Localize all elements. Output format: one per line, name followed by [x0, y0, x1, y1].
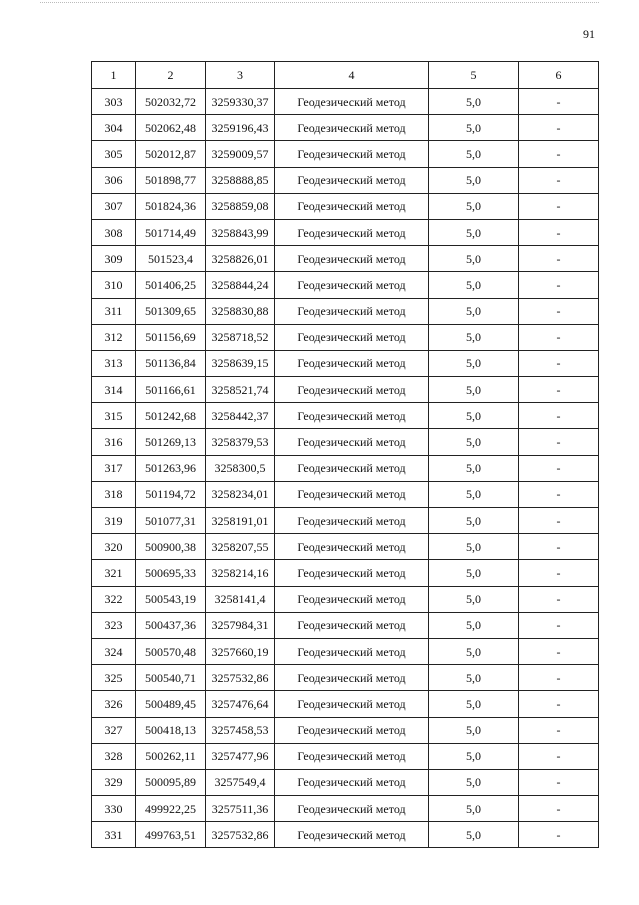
point-number-cell: 303	[92, 89, 136, 115]
point-number-cell: 307	[92, 193, 136, 219]
x-coordinate-cell: 501166,61	[136, 377, 206, 403]
table-row	[92, 272, 599, 298]
point-number-cell: 310	[92, 272, 136, 298]
point-number-cell: 308	[92, 219, 136, 245]
accuracy-cell: 5,0	[429, 665, 519, 691]
point-number-cell: 316	[92, 429, 136, 455]
point-number-cell: 304	[92, 115, 136, 141]
point-number-cell: 328	[92, 743, 136, 769]
accuracy-cell: 5,0	[429, 612, 519, 638]
x-coordinate-cell: 500437,36	[136, 612, 206, 638]
table-row	[92, 769, 599, 795]
note-cell: -	[519, 115, 599, 141]
table-row	[92, 612, 599, 638]
x-coordinate-cell: 501523,4	[136, 246, 206, 272]
y-coordinate-cell: 3257532,86	[206, 665, 275, 691]
method-cell: Геодезический метод	[275, 796, 429, 822]
method-cell: Геодезический метод	[275, 89, 429, 115]
note-cell: -	[519, 377, 599, 403]
point-number-cell: 324	[92, 638, 136, 664]
note-cell: -	[519, 167, 599, 193]
table-row	[92, 508, 599, 534]
method-cell: Геодезический метод	[275, 429, 429, 455]
method-cell: Геодезический метод	[275, 377, 429, 403]
x-coordinate-cell: 501077,31	[136, 508, 206, 534]
point-number-cell: 311	[92, 298, 136, 324]
accuracy-cell: 5,0	[429, 246, 519, 272]
table-body	[92, 89, 599, 848]
table-row	[92, 717, 599, 743]
table-row	[92, 455, 599, 481]
table-row	[92, 350, 599, 376]
x-coordinate-cell: 501269,13	[136, 429, 206, 455]
accuracy-cell: 5,0	[429, 638, 519, 664]
accuracy-cell: 5,0	[429, 560, 519, 586]
x-coordinate-cell: 502062,48	[136, 115, 206, 141]
point-number-cell: 327	[92, 717, 136, 743]
note-cell: -	[519, 717, 599, 743]
y-coordinate-cell: 3258826,01	[206, 246, 275, 272]
method-cell: Геодезический метод	[275, 455, 429, 481]
point-number-cell: 330	[92, 796, 136, 822]
y-coordinate-cell: 3259196,43	[206, 115, 275, 141]
table-row	[92, 560, 599, 586]
x-coordinate-cell: 500695,33	[136, 560, 206, 586]
y-coordinate-cell: 3257458,53	[206, 717, 275, 743]
accuracy-cell: 5,0	[429, 324, 519, 350]
point-number-cell: 323	[92, 612, 136, 638]
y-coordinate-cell: 3258207,55	[206, 534, 275, 560]
table-row	[92, 691, 599, 717]
y-coordinate-cell: 3258141,4	[206, 586, 275, 612]
table-row	[92, 665, 599, 691]
method-cell: Геодезический метод	[275, 272, 429, 298]
method-cell: Геодезический метод	[275, 219, 429, 245]
note-cell: -	[519, 481, 599, 507]
y-coordinate-cell: 3258234,01	[206, 481, 275, 507]
point-number-cell: 321	[92, 560, 136, 586]
table-row	[92, 481, 599, 507]
method-cell: Геодезический метод	[275, 586, 429, 612]
table-row	[92, 219, 599, 245]
note-cell: -	[519, 796, 599, 822]
table-row	[92, 193, 599, 219]
x-coordinate-cell: 501898,77	[136, 167, 206, 193]
table-row	[92, 167, 599, 193]
note-cell: -	[519, 743, 599, 769]
page-number: 91	[583, 27, 595, 41]
method-cell: Геодезический метод	[275, 141, 429, 167]
accuracy-cell: 5,0	[429, 534, 519, 560]
y-coordinate-cell: 3257477,96	[206, 743, 275, 769]
y-coordinate-cell: 3258844,24	[206, 272, 275, 298]
accuracy-cell: 5,0	[429, 219, 519, 245]
column-header: 5	[429, 62, 519, 89]
accuracy-cell: 5,0	[429, 167, 519, 193]
x-coordinate-cell: 501263,96	[136, 455, 206, 481]
point-number-cell: 320	[92, 534, 136, 560]
table-row	[92, 822, 599, 848]
accuracy-cell: 5,0	[429, 586, 519, 612]
table-row	[92, 638, 599, 664]
note-cell: -	[519, 298, 599, 324]
y-coordinate-cell: 3258191,01	[206, 508, 275, 534]
accuracy-cell: 5,0	[429, 89, 519, 115]
y-coordinate-cell: 3258859,08	[206, 193, 275, 219]
accuracy-cell: 5,0	[429, 508, 519, 534]
method-cell: Геодезический метод	[275, 481, 429, 507]
x-coordinate-cell: 501194,72	[136, 481, 206, 507]
point-number-cell: 331	[92, 822, 136, 848]
note-cell: -	[519, 638, 599, 664]
point-number-cell: 314	[92, 377, 136, 403]
table-header	[92, 62, 599, 89]
accuracy-cell: 5,0	[429, 377, 519, 403]
x-coordinate-cell: 500095,89	[136, 769, 206, 795]
y-coordinate-cell: 3258888,85	[206, 167, 275, 193]
column-header: 3	[206, 62, 275, 89]
note-cell: -	[519, 508, 599, 534]
accuracy-cell: 5,0	[429, 743, 519, 769]
x-coordinate-cell: 501406,25	[136, 272, 206, 298]
x-coordinate-cell: 500489,45	[136, 691, 206, 717]
x-coordinate-cell: 499922,25	[136, 796, 206, 822]
note-cell: -	[519, 403, 599, 429]
method-cell: Геодезический метод	[275, 612, 429, 638]
top-scan-edge	[40, 2, 599, 4]
point-number-cell: 322	[92, 586, 136, 612]
method-cell: Геодезический метод	[275, 403, 429, 429]
accuracy-cell: 5,0	[429, 796, 519, 822]
method-cell: Геодезический метод	[275, 665, 429, 691]
x-coordinate-cell: 502032,72	[136, 89, 206, 115]
accuracy-cell: 5,0	[429, 193, 519, 219]
point-number-cell: 309	[92, 246, 136, 272]
note-cell: -	[519, 272, 599, 298]
y-coordinate-cell: 3259330,37	[206, 89, 275, 115]
accuracy-cell: 5,0	[429, 115, 519, 141]
point-number-cell: 325	[92, 665, 136, 691]
accuracy-cell: 5,0	[429, 141, 519, 167]
x-coordinate-cell: 501242,68	[136, 403, 206, 429]
method-cell: Геодезический метод	[275, 508, 429, 534]
note-cell: -	[519, 612, 599, 638]
note-cell: -	[519, 455, 599, 481]
point-number-cell: 317	[92, 455, 136, 481]
note-cell: -	[519, 691, 599, 717]
y-coordinate-cell: 3257532,86	[206, 822, 275, 848]
x-coordinate-cell: 500543,19	[136, 586, 206, 612]
y-coordinate-cell: 3258830,88	[206, 298, 275, 324]
note-cell: -	[519, 665, 599, 691]
note-cell: -	[519, 560, 599, 586]
x-coordinate-cell: 499763,51	[136, 822, 206, 848]
note-cell: -	[519, 534, 599, 560]
note-cell: -	[519, 586, 599, 612]
method-cell: Геодезический метод	[275, 298, 429, 324]
method-cell: Геодезический метод	[275, 350, 429, 376]
coordinates-table	[91, 61, 599, 848]
note-cell: -	[519, 324, 599, 350]
accuracy-cell: 5,0	[429, 481, 519, 507]
method-cell: Геодезический метод	[275, 822, 429, 848]
y-coordinate-cell: 3258300,5	[206, 455, 275, 481]
accuracy-cell: 5,0	[429, 429, 519, 455]
point-number-cell: 306	[92, 167, 136, 193]
header-row	[92, 62, 599, 89]
method-cell: Геодезический метод	[275, 193, 429, 219]
note-cell: -	[519, 141, 599, 167]
y-coordinate-cell: 3258639,15	[206, 350, 275, 376]
y-coordinate-cell: 3258442,37	[206, 403, 275, 429]
x-coordinate-cell: 502012,87	[136, 141, 206, 167]
x-coordinate-cell: 501156,69	[136, 324, 206, 350]
table-row	[92, 534, 599, 560]
point-number-cell: 329	[92, 769, 136, 795]
method-cell: Геодезический метод	[275, 324, 429, 350]
accuracy-cell: 5,0	[429, 822, 519, 848]
table-row	[92, 377, 599, 403]
table-row	[92, 796, 599, 822]
x-coordinate-cell: 500900,38	[136, 534, 206, 560]
point-number-cell: 318	[92, 481, 136, 507]
accuracy-cell: 5,0	[429, 769, 519, 795]
point-number-cell: 319	[92, 508, 136, 534]
note-cell: -	[519, 246, 599, 272]
y-coordinate-cell: 3257549,4	[206, 769, 275, 795]
y-coordinate-cell: 3258379,53	[206, 429, 275, 455]
accuracy-cell: 5,0	[429, 691, 519, 717]
point-number-cell: 315	[92, 403, 136, 429]
accuracy-cell: 5,0	[429, 298, 519, 324]
x-coordinate-cell: 500262,11	[136, 743, 206, 769]
y-coordinate-cell: 3258214,16	[206, 560, 275, 586]
method-cell: Геодезический метод	[275, 743, 429, 769]
y-coordinate-cell: 3258718,52	[206, 324, 275, 350]
x-coordinate-cell: 500540,71	[136, 665, 206, 691]
note-cell: -	[519, 769, 599, 795]
y-coordinate-cell: 3257984,31	[206, 612, 275, 638]
table-row	[92, 89, 599, 115]
column-header: 2	[136, 62, 206, 89]
table-row	[92, 115, 599, 141]
point-number-cell: 326	[92, 691, 136, 717]
note-cell: -	[519, 193, 599, 219]
x-coordinate-cell: 501824,36	[136, 193, 206, 219]
accuracy-cell: 5,0	[429, 717, 519, 743]
y-coordinate-cell: 3258521,74	[206, 377, 275, 403]
x-coordinate-cell: 500570,48	[136, 638, 206, 664]
table-row	[92, 324, 599, 350]
note-cell: -	[519, 219, 599, 245]
y-coordinate-cell: 3259009,57	[206, 141, 275, 167]
table-row	[92, 429, 599, 455]
method-cell: Геодезический метод	[275, 115, 429, 141]
note-cell: -	[519, 822, 599, 848]
y-coordinate-cell: 3257660,19	[206, 638, 275, 664]
table-row	[92, 141, 599, 167]
method-cell: Геодезический метод	[275, 534, 429, 560]
table-row	[92, 298, 599, 324]
note-cell: -	[519, 429, 599, 455]
accuracy-cell: 5,0	[429, 455, 519, 481]
point-number-cell: 313	[92, 350, 136, 376]
method-cell: Геодезический метод	[275, 246, 429, 272]
column-header: 4	[275, 62, 429, 89]
x-coordinate-cell: 500418,13	[136, 717, 206, 743]
y-coordinate-cell: 3258843,99	[206, 219, 275, 245]
x-coordinate-cell: 501136,84	[136, 350, 206, 376]
point-number-cell: 305	[92, 141, 136, 167]
method-cell: Геодезический метод	[275, 167, 429, 193]
accuracy-cell: 5,0	[429, 272, 519, 298]
table-row	[92, 403, 599, 429]
note-cell: -	[519, 89, 599, 115]
table-row	[92, 586, 599, 612]
accuracy-cell: 5,0	[429, 403, 519, 429]
y-coordinate-cell: 3257476,64	[206, 691, 275, 717]
method-cell: Геодезический метод	[275, 638, 429, 664]
column-header: 1	[92, 62, 136, 89]
note-cell: -	[519, 350, 599, 376]
method-cell: Геодезический метод	[275, 560, 429, 586]
table-row	[92, 743, 599, 769]
method-cell: Геодезический метод	[275, 691, 429, 717]
x-coordinate-cell: 501714,49	[136, 219, 206, 245]
table-row	[92, 246, 599, 272]
method-cell: Геодезический метод	[275, 769, 429, 795]
point-number-cell: 312	[92, 324, 136, 350]
column-header: 6	[519, 62, 599, 89]
accuracy-cell: 5,0	[429, 350, 519, 376]
method-cell: Геодезический метод	[275, 717, 429, 743]
y-coordinate-cell: 3257511,36	[206, 796, 275, 822]
x-coordinate-cell: 501309,65	[136, 298, 206, 324]
